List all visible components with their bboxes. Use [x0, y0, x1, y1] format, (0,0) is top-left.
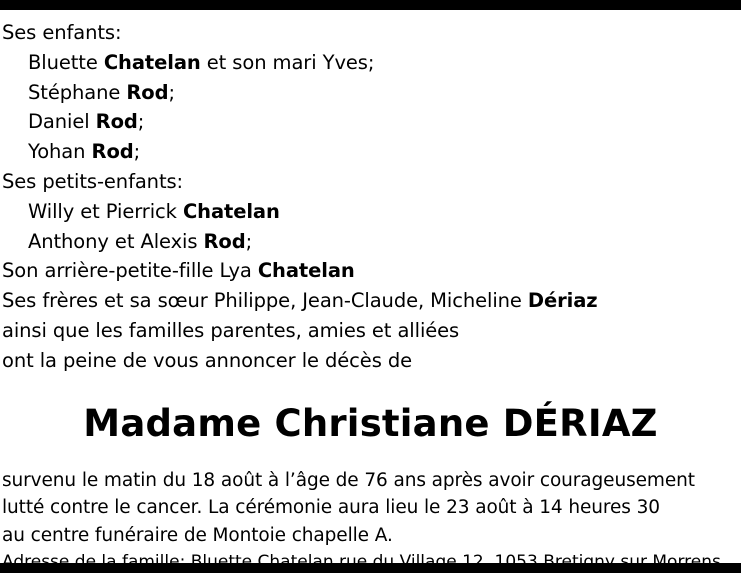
child-surname: Rod	[91, 140, 134, 164]
siblings-line	[2, 286, 739, 316]
closing-block	[2, 467, 739, 575]
great-granddaughter-line	[2, 256, 739, 286]
families-line: ainsi que les familles parentes, amies et alliées	[2, 318, 460, 342]
great-granddaughter-surname: Chatelan	[257, 259, 355, 283]
child-surname: Rod	[126, 80, 169, 104]
bottom-black-band	[0, 563, 741, 573]
closing-line: lutté contre le cancer. La cérémonie aura lieu le 23 août à 14 heures 30	[2, 497, 660, 519]
notice-content	[0, 10, 741, 563]
child-suffix: ;	[168, 80, 175, 104]
child-prefix: Bluette	[28, 50, 104, 74]
deceased-name: Madame Christiane DÉRIAZ	[83, 401, 658, 445]
closing-line: au centre funéraire de Montoie chapelle A.	[2, 524, 393, 546]
child-suffix: ;	[137, 110, 145, 134]
child-entry	[2, 78, 739, 108]
top-black-band	[0, 0, 741, 10]
grandchild-entry	[2, 227, 739, 257]
child-surname: Rod	[95, 110, 138, 134]
grandchild-surname: Chatelan	[182, 199, 280, 223]
child-entry	[2, 137, 739, 167]
grandchildren-heading: Ses petits-enfants:	[2, 169, 184, 193]
grandchild-suffix: ;	[245, 229, 253, 253]
siblings-prefix: Ses frères et sa sœur Philippe, Jean-Claude, Micheline	[2, 289, 528, 313]
child-surname: Chatelan	[103, 50, 201, 74]
grandchild-entry	[2, 197, 739, 227]
child-suffix: ;	[133, 140, 141, 164]
grandchild-surname: Rod	[203, 229, 246, 253]
grandchild-prefix: Anthony et Alexis	[28, 229, 204, 253]
siblings-surname: Dériaz	[527, 289, 598, 313]
child-prefix: Daniel	[28, 110, 96, 134]
child-suffix: et son mari Yves;	[200, 50, 375, 74]
grandchild-prefix: Willy et Pierrick	[28, 199, 183, 223]
announcement-line: ont la peine de vous annoncer le décès de	[2, 348, 413, 372]
child-entry	[2, 107, 739, 137]
child-prefix: Stéphane	[28, 80, 127, 104]
child-prefix: Yohan	[28, 140, 92, 164]
child-entry	[2, 48, 739, 78]
great-granddaughter-prefix: Son arrière-petite-fille Lya	[2, 259, 258, 283]
closing-line: survenu le matin du 18 août à l’âge de 76 ans après avoir courageusement	[2, 469, 695, 491]
children-heading: Ses enfants:	[2, 21, 122, 44]
